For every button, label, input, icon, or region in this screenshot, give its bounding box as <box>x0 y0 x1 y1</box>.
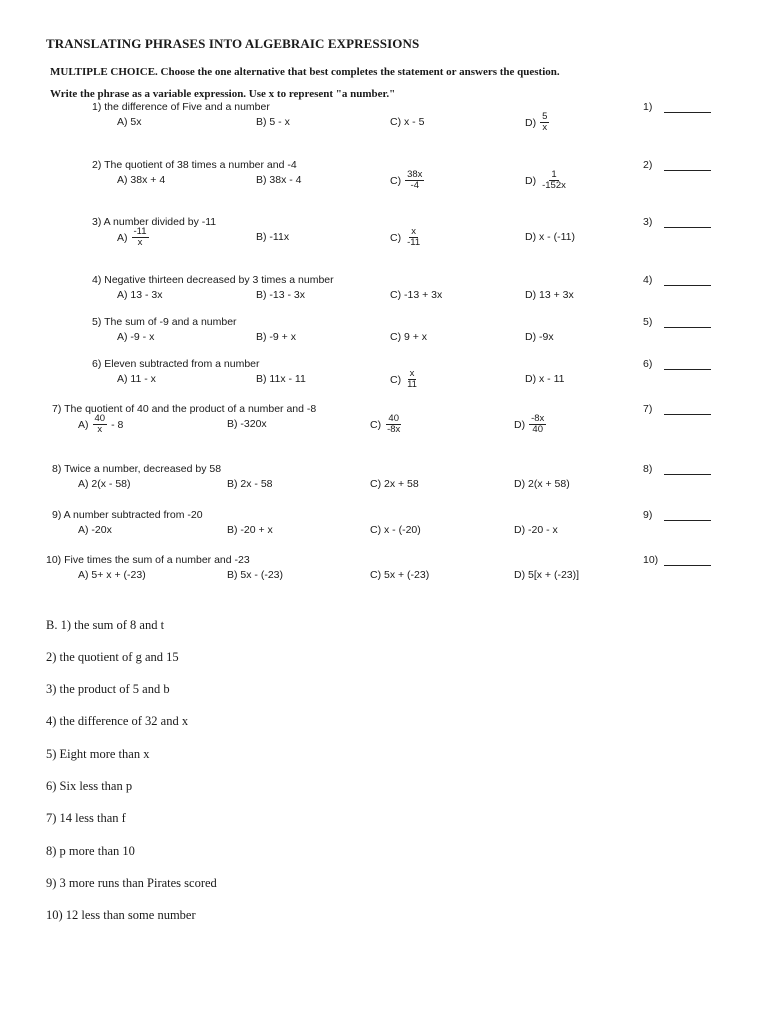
answer-number: 8) <box>643 463 653 475</box>
option-label: A) -20x <box>78 524 112 536</box>
question-text: 3) A number divided by -11 <box>92 216 217 228</box>
answer-blank[interactable] <box>664 112 711 113</box>
option-d[interactable] <box>514 478 570 490</box>
fraction-denominator: -4 <box>410 180 419 191</box>
fraction-numerator: 1 <box>551 169 557 180</box>
fraction-numerator: 40 <box>94 413 106 424</box>
option-d[interactable] <box>525 331 554 343</box>
option-d[interactable] <box>525 170 570 191</box>
fraction <box>529 414 546 435</box>
question-text: 2) The quotient of 38 times a number and -4 <box>92 159 297 171</box>
fraction <box>132 227 149 248</box>
part-b-item: 5) Eight more than x <box>46 747 150 761</box>
option-label: C) x - 5 <box>390 116 425 128</box>
fraction-denominator: x <box>97 424 103 435</box>
option-a[interactable] <box>117 373 156 385</box>
option-b[interactable] <box>256 174 302 186</box>
option-label: A) -9 - x <box>117 331 155 343</box>
option-label: C) -13 + 3x <box>390 289 443 301</box>
answer-number: 9) <box>643 509 653 521</box>
fraction-denominator: -8x <box>387 424 401 435</box>
option-label: D) -20 - x <box>514 524 558 536</box>
option-c[interactable] <box>370 478 419 490</box>
option-label: C) <box>370 418 382 431</box>
option-d[interactable] <box>525 231 575 243</box>
part-b-item: 2) the quotient of g and 15 <box>46 650 179 664</box>
instruction-multiple-choice: MULTIPLE CHOICE. Choose the one alternative that best completes the statement or answers the question. <box>50 66 560 78</box>
answer-number: 3) <box>643 216 653 228</box>
option-label: D) 13 + 3x <box>525 289 574 301</box>
answer-number: 5) <box>643 316 653 328</box>
option-b[interactable] <box>256 289 305 301</box>
option-label: B) 5x - (-23) <box>227 569 284 581</box>
part-b-item: 7) 14 less than f <box>46 811 126 825</box>
option-c[interactable] <box>390 116 424 128</box>
part-b-item: 4) the difference of 32 and x <box>46 714 189 728</box>
option-d[interactable] <box>525 373 564 385</box>
question-3 <box>0 216 768 256</box>
option-label: D) x - (-11) <box>525 231 575 243</box>
option-c[interactable] <box>390 170 426 191</box>
question-8 <box>0 463 768 503</box>
option-label: D) <box>525 174 537 187</box>
option-c[interactable] <box>370 569 429 581</box>
answer-blank[interactable] <box>664 170 711 171</box>
page-title: TRANSLATING PHRASES INTO ALGEBRAIC EXPRESSIONS <box>46 36 420 51</box>
answer-blank[interactable] <box>664 227 711 228</box>
answer-number: 10) <box>643 554 659 566</box>
fraction-denominator: x <box>137 237 143 248</box>
option-c[interactable] <box>370 524 421 536</box>
option-label: B) -13 - 3x <box>256 289 306 301</box>
answer-number: 1) <box>643 101 653 113</box>
question-2 <box>0 159 768 199</box>
option-a[interactable] <box>117 174 165 186</box>
option-c[interactable] <box>370 414 404 435</box>
part-b-item: 8) p more than 10 <box>46 844 135 858</box>
fraction <box>540 170 568 191</box>
option-label: C) <box>390 174 402 187</box>
fraction <box>405 170 424 191</box>
fraction <box>93 414 108 435</box>
option-b[interactable] <box>227 478 273 490</box>
option-label: D) 2(x + 58) <box>514 478 570 490</box>
fraction-numerator: 5 <box>542 111 548 122</box>
answer-number: 4) <box>643 274 653 286</box>
option-b[interactable] <box>227 569 283 581</box>
option-label: B) -320x <box>227 418 267 430</box>
question-text: 4) Negative thirteen decreased by 3 times a number <box>92 274 334 286</box>
fraction-denominator: x <box>542 122 548 133</box>
option-d[interactable] <box>514 569 579 581</box>
option-label: C) <box>390 373 402 386</box>
option-label: C) 5x + (-23) <box>370 569 430 581</box>
question-text: 9) A number subtracted from -20 <box>52 509 203 521</box>
answer-blank[interactable] <box>664 327 711 328</box>
question-5 <box>0 316 768 356</box>
option-label: B) -9 + x <box>256 331 296 343</box>
option-label: A) 2(x - 58) <box>78 478 131 490</box>
part-b-item: 3) the product of 5 and b <box>46 682 170 696</box>
question-text: 6) Eleven subtracted from a number <box>92 358 260 370</box>
question-text: 5) The sum of -9 and a number <box>92 316 237 328</box>
option-label: D) <box>514 418 526 431</box>
answer-number: 6) <box>643 358 653 370</box>
option-c[interactable] <box>390 369 421 390</box>
option-label: C) <box>390 231 402 244</box>
option-a[interactable] <box>78 478 131 490</box>
question-text: 1) the difference of Five and a number <box>92 101 270 113</box>
instruction-variable: Write the phrase as a variable expression. Use x to represent "a number." <box>50 88 396 100</box>
option-label: B) 38x - 4 <box>256 174 302 186</box>
option-label: A) <box>117 231 128 244</box>
part-b-item: B. 1) the sum of 8 and t <box>46 618 165 632</box>
answer-blank[interactable] <box>664 520 711 521</box>
option-d[interactable] <box>514 524 558 536</box>
option-label: D) -9x <box>525 331 554 343</box>
option-c[interactable] <box>390 331 427 343</box>
fraction-numerator: x <box>409 368 415 379</box>
option-label: D) 5[x + (-23)] <box>514 569 580 581</box>
fraction-numerator: -11 <box>133 226 147 237</box>
option-c[interactable] <box>390 227 424 248</box>
question-4 <box>0 274 768 314</box>
option-label: A) 13 - 3x <box>117 289 163 301</box>
part-b-item: 10) 12 less than some number <box>46 908 196 922</box>
fraction <box>405 369 419 390</box>
option-label: D) x - 11 <box>525 373 565 385</box>
answer-blank[interactable] <box>664 369 711 370</box>
option-label: B) -11x <box>256 231 290 243</box>
option-label: C) 9 + x <box>390 331 428 343</box>
option-label: B) -20 + x <box>227 524 273 536</box>
question-10 <box>0 554 768 594</box>
option-b[interactable] <box>256 373 306 385</box>
fraction-denominator: 11 <box>407 379 417 390</box>
option-label: C) x - (-20) <box>370 524 421 536</box>
option-label: D) <box>525 116 537 129</box>
answer-number: 2) <box>643 159 653 171</box>
question-text: 7) The quotient of 40 and the product of a number and -8 <box>52 403 317 415</box>
answer-number: 7) <box>643 403 653 415</box>
option-a[interactable] <box>78 524 112 536</box>
option-b[interactable] <box>256 231 289 243</box>
question-text: 8) Twice a number, decreased by 58 <box>52 463 222 475</box>
fraction <box>405 227 422 248</box>
option-b[interactable] <box>256 116 290 128</box>
option-d[interactable] <box>525 289 574 301</box>
option-label: A) <box>78 418 89 431</box>
question-1 <box>0 101 768 141</box>
question-7 <box>0 403 768 443</box>
option-a[interactable] <box>78 414 123 435</box>
fraction-denominator: -152x <box>542 180 566 191</box>
option-label: A) 38x + 4 <box>117 174 166 186</box>
option-a[interactable] <box>117 116 142 128</box>
option-label: A) 5x <box>117 116 142 128</box>
fraction-numerator: x <box>411 226 416 237</box>
option-b[interactable] <box>256 331 296 343</box>
option-tail: - 8 <box>111 418 124 431</box>
option-label: B) 2x - 58 <box>227 478 273 490</box>
question-text: 10) Five times the sum of a number and -23 <box>46 554 250 566</box>
part-b-item: 9) 3 more runs than Pirates scored <box>46 876 217 890</box>
option-a[interactable] <box>117 227 151 248</box>
option-label: A) 5+ x + (-23) <box>78 569 146 581</box>
option-a[interactable] <box>117 289 163 301</box>
fraction-numerator: -8x <box>531 413 545 424</box>
fraction <box>540 112 549 133</box>
question-6 <box>0 358 768 398</box>
option-c[interactable] <box>390 289 442 301</box>
answer-blank[interactable] <box>664 414 711 415</box>
option-label: B) 5 - x <box>256 116 290 128</box>
part-b-item: 6) Six less than p <box>46 779 133 793</box>
answer-blank[interactable] <box>664 565 711 566</box>
fraction-denominator: 40 <box>532 424 543 435</box>
fraction-numerator: 38x <box>407 169 423 180</box>
question-9 <box>0 509 768 549</box>
option-d[interactable] <box>525 112 551 133</box>
fraction <box>385 414 402 435</box>
fraction-numerator: 40 <box>388 413 399 424</box>
answer-blank[interactable] <box>664 285 711 286</box>
option-label: C) 2x + 58 <box>370 478 419 490</box>
answer-blank[interactable] <box>664 474 711 475</box>
option-b[interactable] <box>227 418 267 430</box>
fraction-denominator: -11 <box>407 237 421 248</box>
option-label: B) 11x - 11 <box>256 373 306 385</box>
option-a[interactable] <box>78 569 146 581</box>
option-b[interactable] <box>227 524 273 536</box>
option-label: A) 11 - x <box>117 373 156 385</box>
option-a[interactable] <box>117 331 154 343</box>
option-d[interactable] <box>514 414 548 435</box>
